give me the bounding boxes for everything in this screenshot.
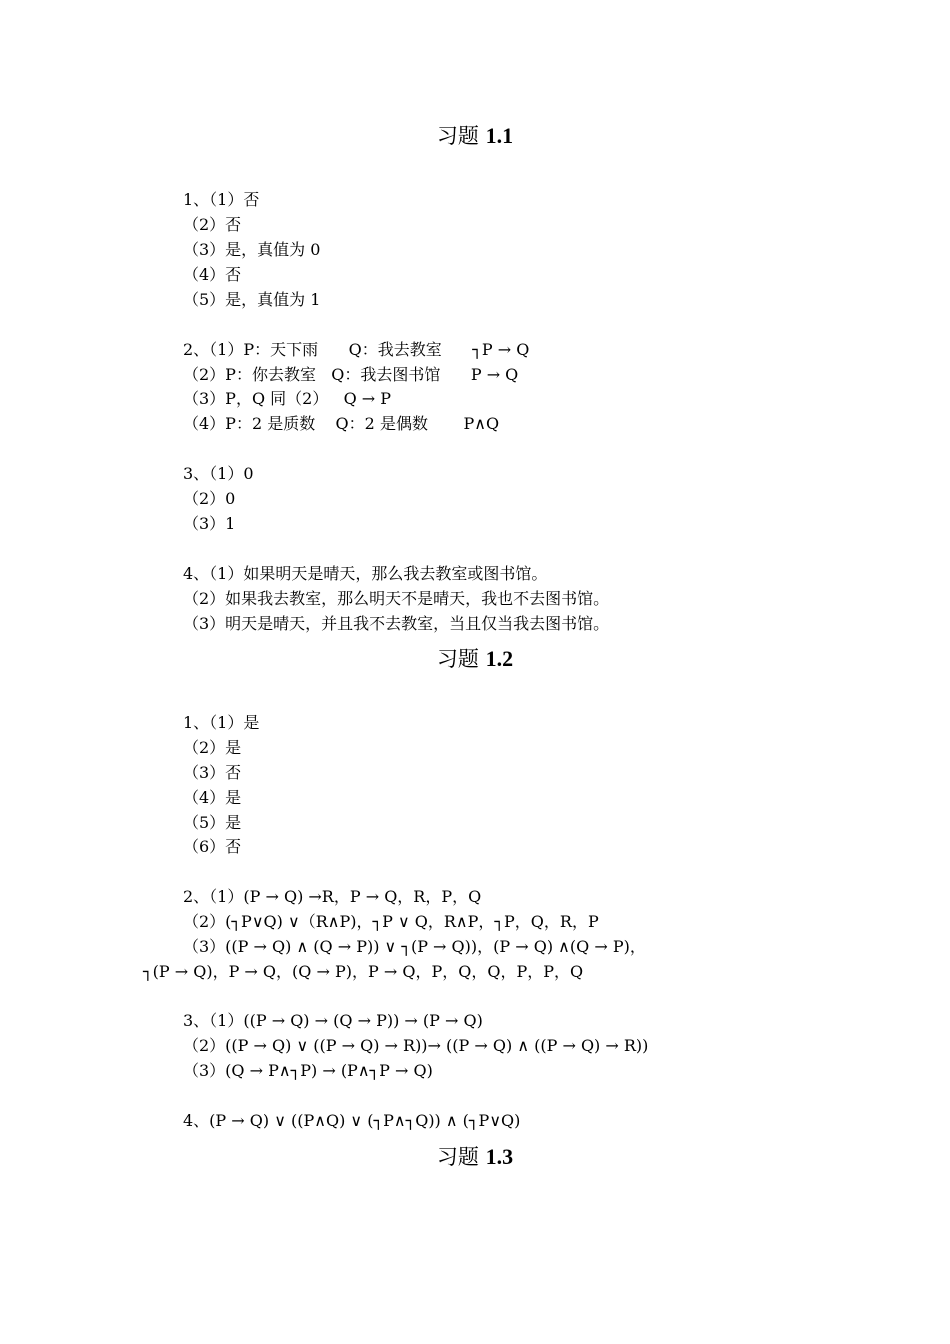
title-prefix: 习题 xyxy=(436,124,486,148)
title-number: 1.3 xyxy=(485,1144,514,1169)
answer-line: （2）否 xyxy=(183,215,242,234)
answer-line: （3）是，真值为 0 xyxy=(183,240,321,259)
title-prefix: 习题 xyxy=(436,647,486,671)
answer-line: （4）是 xyxy=(183,788,242,807)
answer-line: （3）P，Q 同（2） Q → P xyxy=(183,389,392,408)
answer-line: （3）否 xyxy=(183,763,242,782)
answer-line: 2、（1）P：天下雨 Q：我去教室 ┐P → Q xyxy=(183,340,530,359)
answer-line: （5）是，真值为 1 xyxy=(183,290,321,309)
title-prefix: 习题 xyxy=(436,1145,486,1169)
answer-line: 1、（1）否 xyxy=(183,190,260,209)
answer-line: 3、（1）0 xyxy=(183,464,254,483)
answer-line: 4、(P → Q) ∨ ((P∧Q) ∨ (┐P∧┐Q)) ∧ (┐P∨Q) xyxy=(183,1111,521,1130)
answer-line: 1、（1）是 xyxy=(183,713,260,732)
answer-line: 2、（1）(P → Q) →R，P → Q，R，P，Q xyxy=(183,887,482,906)
answer-line: （3）((P → Q) ∧ (Q → P)) ∨ ┐(P → Q))，(P → Q) ∧(Q → P)， xyxy=(183,937,646,956)
answer-line: （6）否 xyxy=(183,837,242,856)
section-title-1-3 xyxy=(0,1145,950,1169)
answer-line: （2）((P → Q) ∨ ((P → Q) → R))→ ((P → Q) ∧ ((P → Q) → R)) xyxy=(183,1036,649,1055)
answer-line: （2）是 xyxy=(183,738,242,757)
answer-line: 4、（1）如果明天是晴天，那么我去教室或图书馆。 xyxy=(183,564,548,583)
answer-line: （5）是 xyxy=(183,813,242,832)
section-title-1-2 xyxy=(0,647,950,671)
answer-line: （4）P：2 是质数 Q：2 是偶数 P∧Q xyxy=(183,414,500,433)
answer-line: （3）明天是晴天，并且我不去教室，当且仅当我去图书馆。 xyxy=(183,614,610,633)
answer-line: （2）如果我去教室，那么明天不是晴天，我也不去图书馆。 xyxy=(183,589,610,608)
title-number: 1.1 xyxy=(485,123,514,148)
answer-line: 3、（1）((P → Q) → (Q → P)) → (P → Q) xyxy=(183,1011,483,1030)
title-number: 1.2 xyxy=(485,646,514,671)
answer-line: （2）(┐P∨Q) ∨（R∧P)，┐P ∨ Q，R∧P，┐P，Q，R，P xyxy=(183,912,599,931)
answer-line: （3）1 xyxy=(183,514,236,533)
answer-line: （3）(Q → P∧┐P) → (P∧┐P → Q) xyxy=(183,1061,433,1080)
answer-line: （4）否 xyxy=(183,265,242,284)
section-title-1-1 xyxy=(0,124,950,148)
answer-line: （2）P：你去教室 Q：我去图书馆 P → Q xyxy=(183,365,519,384)
answer-line: （2）0 xyxy=(183,489,236,508)
answer-line-continued: ┐(P → Q)，P → Q，(Q → P)，P → Q，P，Q，Q，P，P，Q xyxy=(143,962,584,981)
